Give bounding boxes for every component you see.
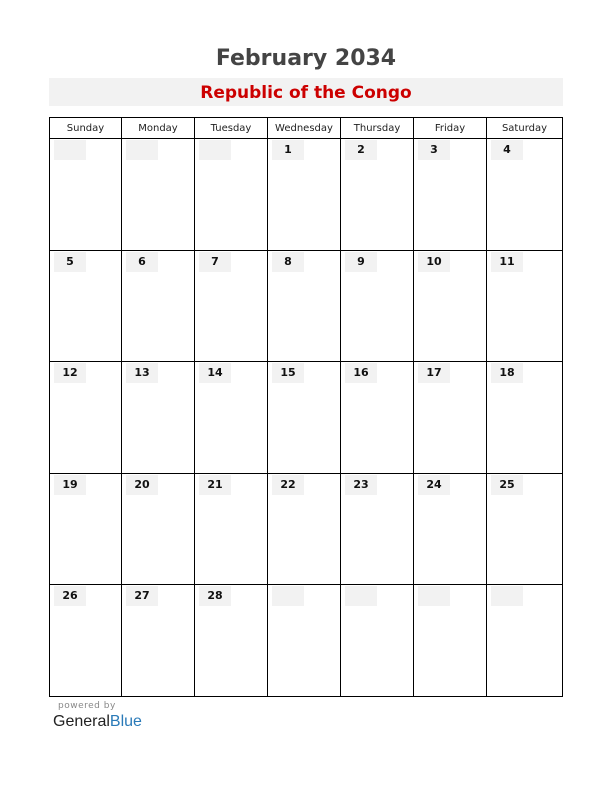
day-cell[interactable] bbox=[414, 251, 487, 362]
day-cell[interactable] bbox=[268, 362, 341, 474]
weekday-monday: Monday bbox=[122, 118, 195, 139]
day-cell[interactable] bbox=[195, 251, 268, 362]
day-cell[interactable] bbox=[122, 585, 195, 697]
day-number bbox=[126, 140, 158, 160]
day-number bbox=[199, 140, 231, 160]
day-number bbox=[491, 586, 523, 606]
day-cell[interactable] bbox=[195, 585, 268, 697]
day-number: 6 bbox=[126, 252, 158, 272]
day-number: 21 bbox=[199, 475, 231, 495]
day-number: 22 bbox=[272, 475, 304, 495]
powered-by-label: powered by bbox=[58, 701, 116, 711]
weekday-tuesday: Tuesday bbox=[195, 118, 268, 139]
day-cell[interactable] bbox=[268, 251, 341, 362]
day-number: 24 bbox=[418, 475, 450, 495]
day-cell[interactable] bbox=[50, 139, 122, 251]
day-number: 13 bbox=[126, 363, 158, 383]
weekday-saturday: Saturday bbox=[487, 118, 563, 139]
day-number: 4 bbox=[491, 140, 523, 160]
weekday-header-row bbox=[50, 118, 563, 139]
day-number: 28 bbox=[199, 586, 231, 606]
day-number: 11 bbox=[491, 252, 523, 272]
day-cell[interactable] bbox=[487, 251, 563, 362]
page-title: February 2034 bbox=[215, 46, 397, 71]
day-cell[interactable] bbox=[195, 362, 268, 474]
day-number: 17 bbox=[418, 363, 450, 383]
day-number: 8 bbox=[272, 252, 304, 272]
day-cell[interactable] bbox=[268, 139, 341, 251]
day-cell[interactable] bbox=[50, 251, 122, 362]
day-cell[interactable] bbox=[268, 585, 341, 697]
day-number: 15 bbox=[272, 363, 304, 383]
day-cell[interactable] bbox=[341, 474, 414, 585]
day-cell[interactable] bbox=[122, 474, 195, 585]
day-number: 25 bbox=[491, 475, 523, 495]
weekday-sunday: Sunday bbox=[50, 118, 122, 139]
day-cell[interactable] bbox=[414, 362, 487, 474]
day-number: 2 bbox=[345, 140, 377, 160]
day-number bbox=[418, 586, 450, 606]
weekday-wednesday: Wednesday bbox=[268, 118, 341, 139]
day-cell[interactable] bbox=[341, 251, 414, 362]
day-cell[interactable] bbox=[50, 585, 122, 697]
day-number bbox=[345, 586, 377, 606]
country-name: Republic of the Congo bbox=[200, 83, 412, 103]
day-number: 9 bbox=[345, 252, 377, 272]
day-number: 27 bbox=[126, 586, 158, 606]
day-number: 5 bbox=[54, 252, 86, 272]
day-cell[interactable] bbox=[122, 139, 195, 251]
day-cell[interactable] bbox=[195, 474, 268, 585]
day-number: 7 bbox=[199, 252, 231, 272]
day-cell[interactable] bbox=[50, 362, 122, 474]
day-number: 3 bbox=[418, 140, 450, 160]
day-cell[interactable] bbox=[341, 585, 414, 697]
day-cell[interactable] bbox=[487, 585, 563, 697]
calendar-grid bbox=[49, 117, 563, 697]
day-number: 16 bbox=[345, 363, 377, 383]
day-number: 20 bbox=[126, 475, 158, 495]
weekday-thursday: Thursday bbox=[341, 118, 414, 139]
day-number: 12 bbox=[54, 363, 86, 383]
day-cell[interactable] bbox=[414, 139, 487, 251]
day-cell[interactable] bbox=[122, 362, 195, 474]
brand-blue: Blue bbox=[109, 713, 142, 730]
day-number: 19 bbox=[54, 475, 86, 495]
weekday-friday: Friday bbox=[414, 118, 487, 139]
day-number bbox=[54, 140, 86, 160]
generalblue-logo[interactable] bbox=[53, 713, 142, 731]
brand-general: General bbox=[53, 713, 110, 730]
day-number: 10 bbox=[418, 252, 450, 272]
day-number: 23 bbox=[345, 475, 377, 495]
day-cell[interactable] bbox=[487, 362, 563, 474]
day-number: 26 bbox=[54, 586, 86, 606]
day-cell[interactable] bbox=[122, 251, 195, 362]
day-cell[interactable] bbox=[414, 474, 487, 585]
day-cell[interactable] bbox=[268, 474, 341, 585]
day-cell[interactable] bbox=[341, 362, 414, 474]
day-number: 1 bbox=[272, 140, 304, 160]
day-number bbox=[272, 586, 304, 606]
day-number: 18 bbox=[491, 363, 523, 383]
country-banner bbox=[49, 78, 563, 106]
day-cell[interactable] bbox=[487, 139, 563, 251]
day-cell[interactable] bbox=[195, 139, 268, 251]
day-number: 14 bbox=[199, 363, 231, 383]
day-cell[interactable] bbox=[487, 474, 563, 585]
day-cell[interactable] bbox=[414, 585, 487, 697]
day-cell[interactable] bbox=[50, 474, 122, 585]
day-cell[interactable] bbox=[341, 139, 414, 251]
